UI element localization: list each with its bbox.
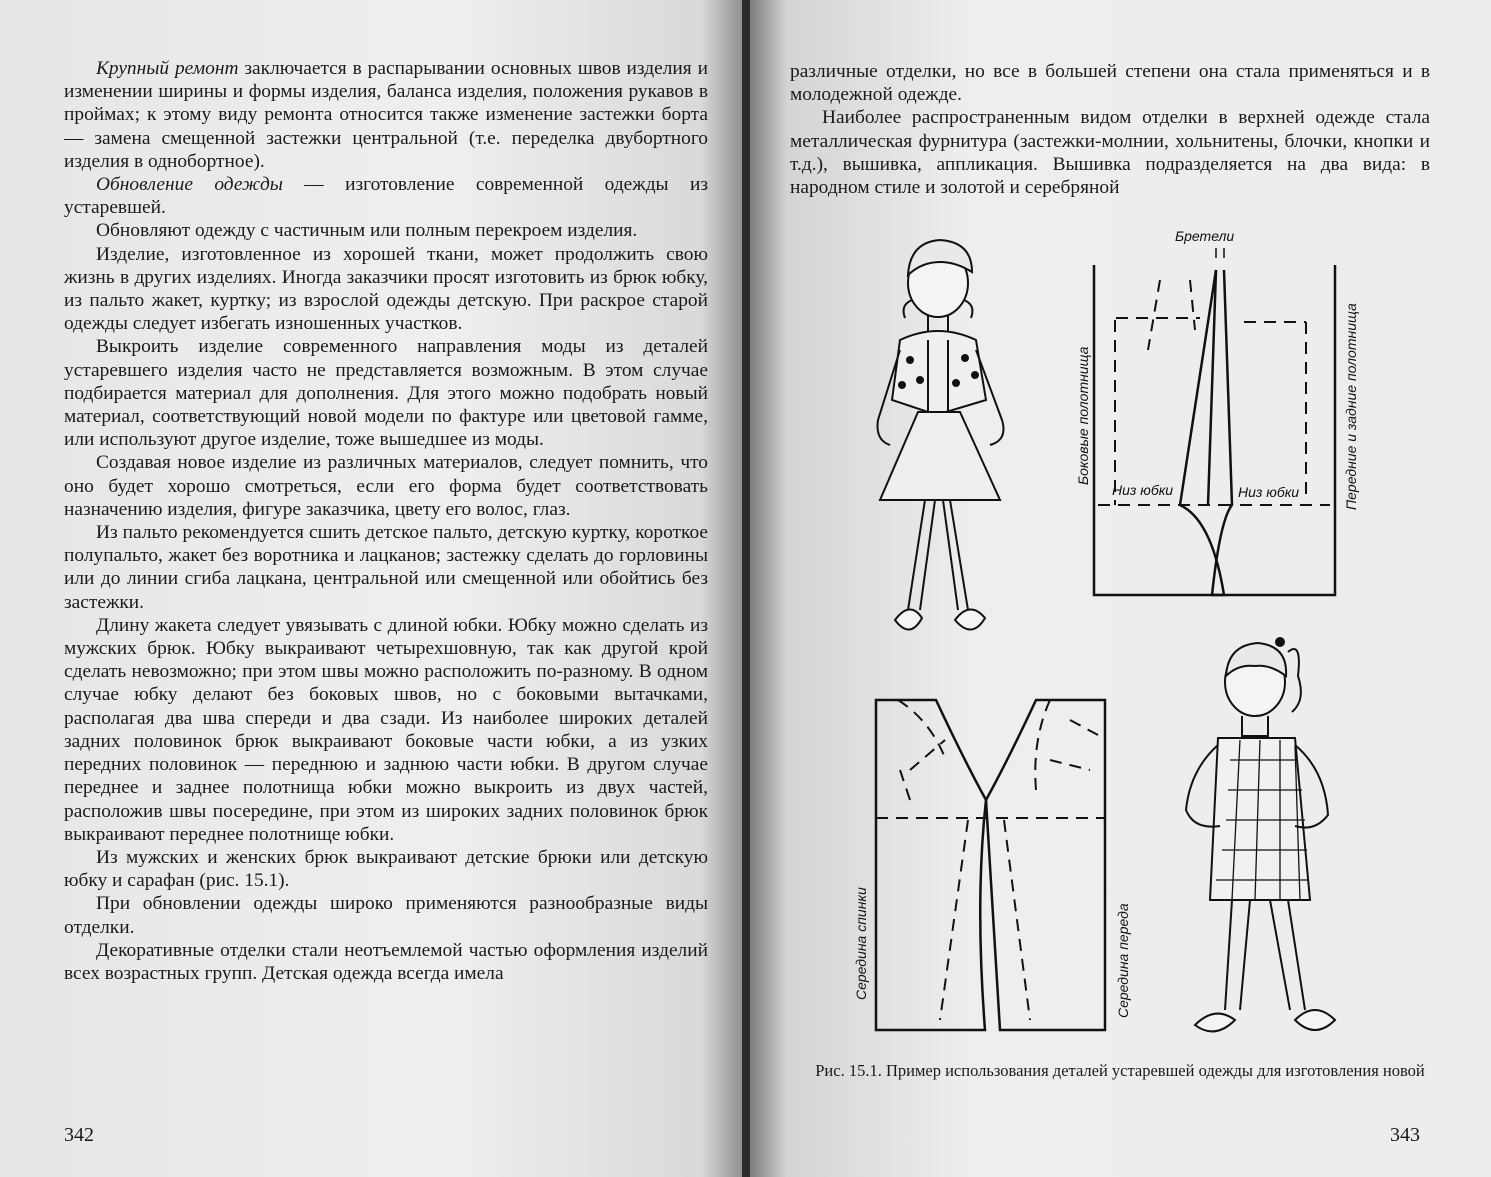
paragraph: Обновление одежды — изготовление современной одежды из устаревшей. (64, 174, 708, 219)
girl-in-sundress-illustration (1186, 638, 1335, 1031)
label-hem-right: Низ юбки (1238, 484, 1300, 500)
paragraph: Изделие, изготовленное из хорошей ткани, может продолжить свою жизнь в других изделиях. Иногда заказчики просят изготовить из брюк юбку, из пальто жакет, куртку; из взрослой одежды детскую. При раскрое старой одежды следует избегать изношенных участков. (64, 243, 708, 335)
paragraph: Декоративные отделки стали неотъемлемой частью оформления изделий всех возрастных групп. Детская одежда всегда имела (64, 939, 708, 984)
right-page (750, 0, 1491, 1177)
label-side-panels: Боковые полотнища (1075, 346, 1091, 485)
paragraph: Из мужских и женских брюк выкраивают детские брюки или детскую юбку и сарафан (рис. 15.1). (64, 846, 708, 892)
paragraph: Выкроить изделие современного направления моды из деталей устаревшего изделия часто не представляется возможным. В этом случае подбирается материал для дополнения. Для этого можно подобрать новый материал, соответствующий новой модели по фактуре или цветовой гамме, или используют другое изделие, тоже вышедшее из моды. (64, 336, 708, 451)
label-front-back-panels: Передние и задние полотнища (1343, 303, 1359, 510)
left-page-text (64, 57, 708, 985)
paragraph: различные отделки, но все в большей степени она стала применяться и в молодежной одежде. (790, 61, 1430, 106)
figure-15-1 (750, 0, 1491, 1177)
label-center-back: Середина спинки (853, 887, 869, 1000)
label-center-front: Середина переда (1115, 903, 1131, 1018)
label-hem-left: Низ юбки (1112, 482, 1174, 498)
girl-in-skirt-illustration (878, 240, 1004, 630)
paragraph: При обновлении одежды широко применяются разнообразные виды отделки. (64, 893, 708, 938)
trousers-pattern (876, 700, 1105, 1030)
page-number: 342 (64, 1124, 94, 1146)
paragraph: Длину жакета следует увязывать с длиной юбки. Юбку можно сделать из мужских брюк. Юбку выкраивают четырехшовную, так как другой крой сделать невозможно; при этом швы можно расположить по-разному. В одном случае юбку делают без боковых швов, но с боковыми вытачками, располагая два шва спереди и два сзади. Из наиболее широких деталей задних половинок брюк выкраивают боковые части юбки, а из узких передних половинок — переднюю и заднюю части юбки. В другом случае переднее и заднее полотнища юбки можно выкроить из двух частей, расположив швы посередине, при этом из широких задних половинок брюк выкраивают переднее полотнище юбки. (64, 614, 708, 845)
paragraph: Создавая новое изделие из различных материалов, следует помнить, что оно будет хорошо смотреться, если его форма будет соответствовать назначению изделия, фигуре заказчика, цвету его волос, глаз. (64, 452, 708, 520)
skirt-pattern-side-panels (1094, 265, 1335, 595)
label-bretels: Бретели (1175, 228, 1235, 244)
paragraph: Обновляют одежду с частичным или полным перекроем изделия. (96, 220, 638, 242)
paragraph: Наиболее распространенным видом отделки в верхней одежде стала металлическая фурнитура (застежки-молнии, хольнитены, блочки, кнопки и т.д.), вышивка, аппликация. Вышивка подразделяется на два вида: в народном стиле и золотой и серебряной (790, 107, 1430, 199)
paragraph: Из пальто рекомендуется сшить детское пальто, детскую куртку, короткое полупальто, жакет без воротника и лацканов; застежку сделать до горловины или до линии сгиба лацкана, центральной или смещенной или обойтись без застежки. (64, 522, 708, 613)
page-number: 343 (1390, 1124, 1420, 1146)
paragraph: Крупный ремонт заключается в распарывании основных швов изделия и изменении ширины и формы изделия, баланса изделия, положения рукавов в проймах; к этому виду ремонта относится также изменение застежки борта — замена смещенной застежки центральной (т.е. переделка двубортного изделия в однобортное). (64, 58, 708, 172)
figure-caption: Рис. 15.1. Пример использования деталей устаревшей одежды для изготовления новой (815, 1061, 1425, 1080)
